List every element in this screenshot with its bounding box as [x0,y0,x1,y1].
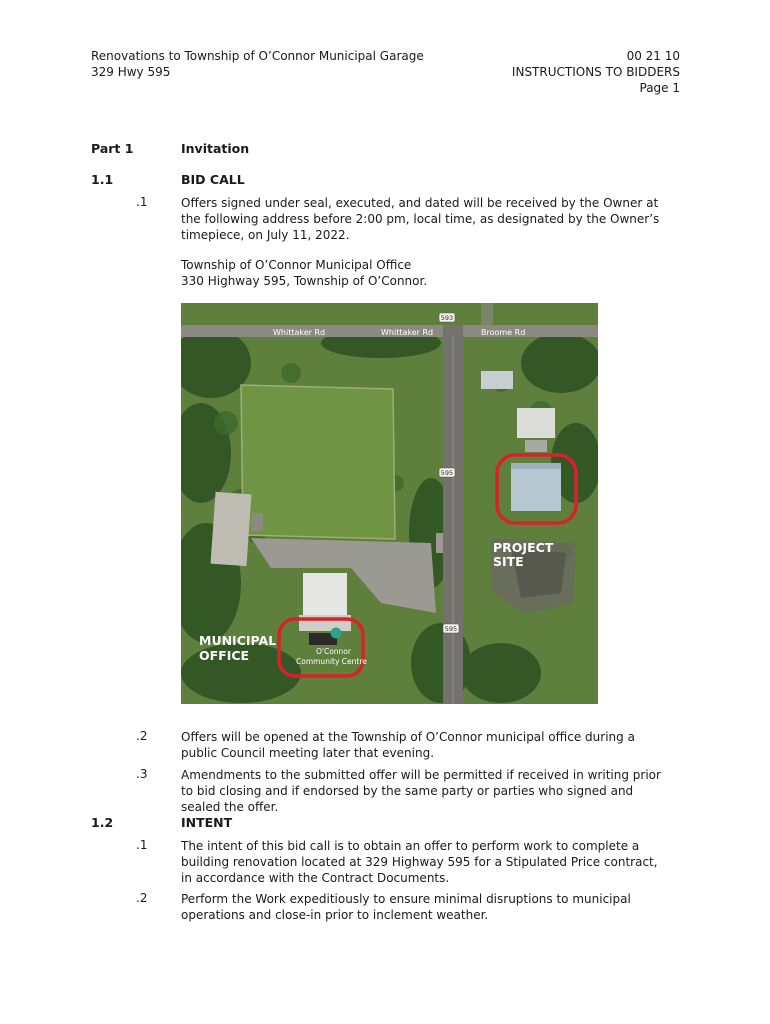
item-number: .3 [136,767,148,781]
item-number: .1 [136,195,148,209]
office-label: OFFICE [199,648,250,663]
road-label: Whittaker Rd [381,328,434,337]
place-label: O'Connor [316,647,351,656]
project-label: PROJECT [493,540,554,555]
hwy-shield-label: 595 [444,625,458,633]
part-number: Part 1 [91,141,134,156]
map-pin-icon [331,628,342,639]
project-title: Renovations to Township of O’Connor Municipal Garage [91,49,424,63]
hwy-shield-label: 595 [440,469,454,477]
section-1-2-number: 1.2 [91,815,114,830]
office-label: MUNICIPAL [199,633,277,648]
section-1-1-title: BID CALL [181,172,245,187]
section-1-1-number: 1.1 [91,172,114,187]
address-line: Township of O’Connor Municipal Office [181,258,412,272]
hwy-shield-label: 593 [440,314,454,322]
address-line: 330 Highway 595, Township of O’Connor. [181,274,428,288]
item-text: Amendments to the submitted offer will be permitted if received in writing prior to bid closing and if endorsed by the same party or parties who signed and sealed the offer. [181,768,661,814]
item-number: .1 [136,838,148,852]
page-number: Page 1 [639,81,680,95]
item-number: .2 [136,891,148,905]
address-block [181,257,671,289]
item-text: Perform the Work expeditiously to ensure minimal disruptions to municipal operations and close-in prior to inclement weather. [181,892,631,922]
section-title: INSTRUCTIONS TO BIDDERS [511,65,680,79]
item-text: Offers signed under seal, executed, and dated will be received by the Owner at the following address before 2:00 pm, local time, as designated by the Owner’s timepiece, on July 11, 2022. [181,196,660,242]
road-label: Whittaker Rd [273,328,326,337]
item-text: The intent of this bid call is to obtain an offer to perform work to complete a building renovation located at 329 Highway 595 for a Stipulated Price contract, in accordance with the Contract Documents. [181,839,658,885]
project-address: 329 Hwy 595 [91,65,171,79]
place-label: Community Centre [296,657,367,666]
section-number: 00 21 10 [626,49,680,63]
project-label: SITE [493,554,524,569]
aerial-site-map [181,303,598,704]
header-left [91,48,424,80]
header-right [512,48,680,96]
item-text: Offers will be opened at the Township of O’Connor municipal office during a public Council meeting later that evening. [181,730,635,760]
item-number: .2 [136,729,148,743]
section-1-2-title: INTENT [181,815,233,830]
road-label: Broome Rd [481,328,526,337]
part-title: Invitation [181,141,250,156]
